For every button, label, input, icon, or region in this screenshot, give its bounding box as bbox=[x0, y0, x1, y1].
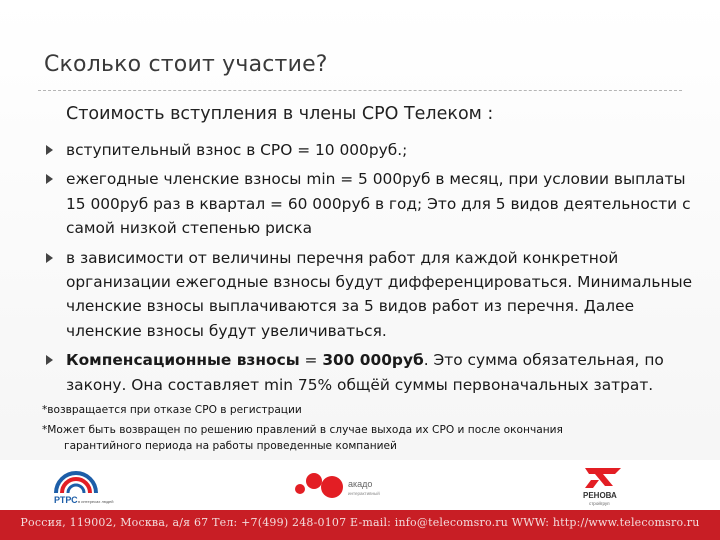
footnote-refund: *возвращается при отказе СРО в регистрации bbox=[42, 404, 302, 416]
bullet-item-differentiation bbox=[46, 246, 696, 344]
akado-logo-subtext: интерактивный bbox=[348, 491, 380, 496]
bullet-item-entry-fee bbox=[46, 138, 696, 162]
bullet-text: вступительный взнос в СРО = 10 000руб.; bbox=[66, 141, 408, 159]
title-divider bbox=[38, 90, 682, 91]
bullet-bold-term: Компенсационные взносы bbox=[66, 351, 300, 370]
akado-logo bbox=[290, 465, 400, 505]
renova-logo-subtext: стройгруп bbox=[589, 501, 610, 506]
rtrs-logo bbox=[50, 463, 126, 507]
bullet-text: в зависимости от величины перечня работ для каждой конкретной организации ежегодные взносы будут дифференцироваться. Минимальные членские взносы выплачиваются за 5 видов работ из перечня. Далее членские взносы будут увеличиваться. bbox=[66, 248, 693, 340]
bullet-text: ежегодные членские взносы min = 5 000руб в месяц, при условии выплаты 15 000руб раз в квартал = 60 000руб в год; Это для 5 видов деятельности с самой низкой степенью риска bbox=[66, 170, 691, 238]
bullet-arrow-icon bbox=[46, 174, 53, 184]
slide-subtitle: Стоимость вступления в члены СРО Телеком : bbox=[66, 104, 494, 124]
renova-logo bbox=[575, 462, 645, 508]
footer-contact-text: Россия, 119002, Москва, а/я 67 Тел: +7(499) 248-0107 E-mail: info@telecomsro.ru WWW: http://www.telecomsro.ru bbox=[20, 516, 700, 529]
akado-logo-text: акадо bbox=[348, 479, 373, 489]
bullet-arrow-icon bbox=[46, 253, 53, 263]
bullet-item-compensation bbox=[46, 348, 696, 397]
footnote-line: *Может быть возвращен по решению правлений в случае выхода их СРО и после окончания bbox=[42, 424, 563, 436]
bullet-equals: = bbox=[299, 351, 323, 370]
footnote-line-indented: гарантийного периода на работы проведенные компанией bbox=[64, 440, 397, 452]
bullet-list bbox=[46, 138, 696, 402]
bullet-item-annual-fee bbox=[46, 167, 696, 240]
bullet-arrow-icon bbox=[46, 355, 53, 365]
renova-logo-text: РЕНОВА bbox=[583, 491, 617, 500]
bullet-text: . Это сумма обязательная, по закону. Она составляет min 75% общёй суммы первоначальных затрат. bbox=[66, 351, 664, 394]
contact-footer bbox=[0, 510, 720, 540]
bullet-arrow-icon bbox=[46, 145, 53, 155]
rtrs-logo-text: РТРС bbox=[54, 495, 78, 505]
footnote-compensation bbox=[42, 422, 682, 454]
rtrs-logo-subtext: в интересах людей bbox=[78, 499, 114, 504]
bullet-bold-amount: 300 000руб bbox=[322, 351, 424, 370]
slide-title: Сколько стоит участие? bbox=[44, 52, 328, 77]
